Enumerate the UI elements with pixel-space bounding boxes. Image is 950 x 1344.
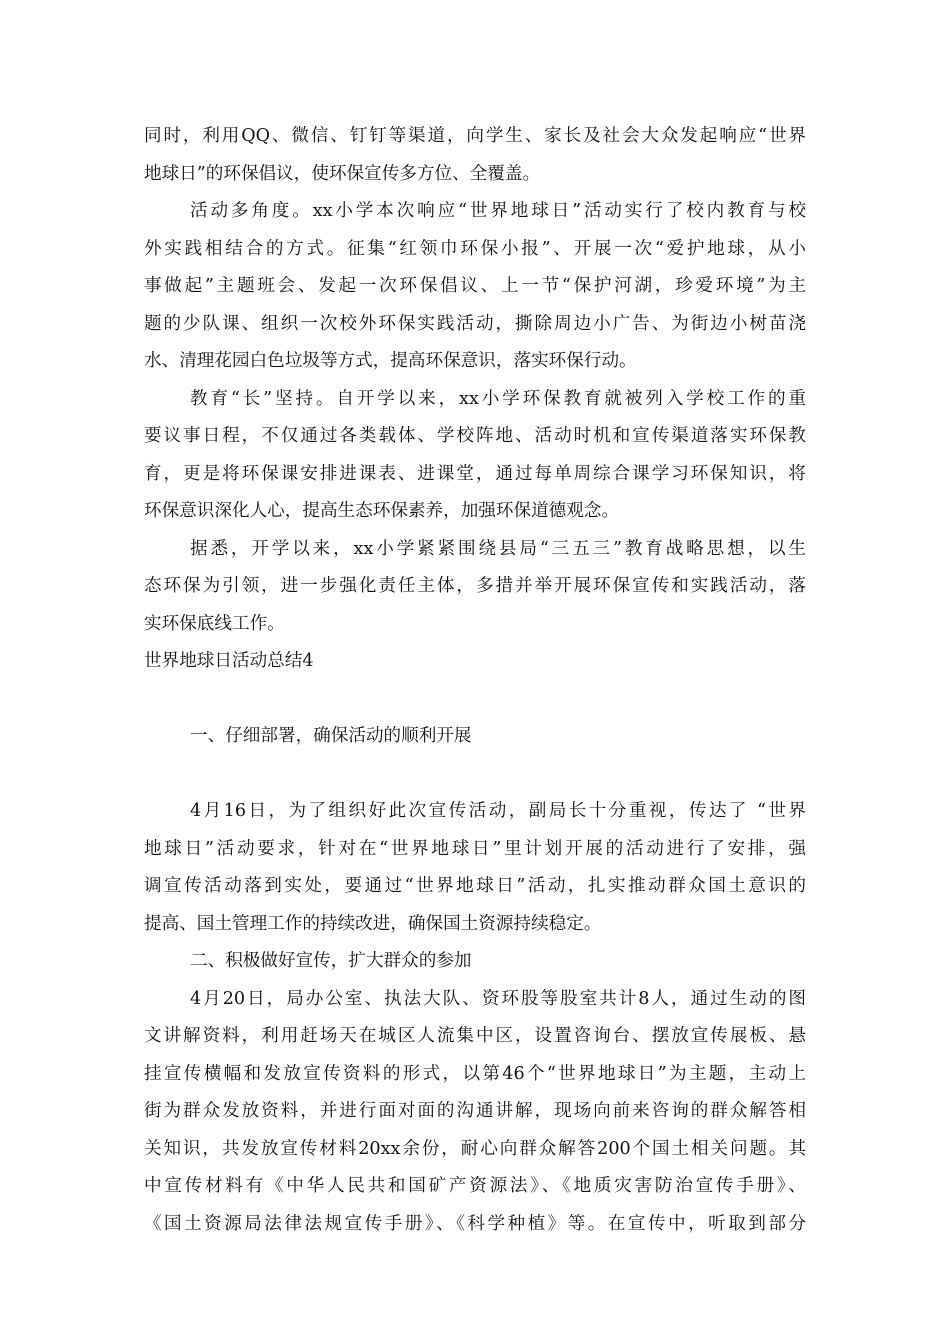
text-line: 题的少队课、组织一次校外环保实践活动，撕除周边小广告、为街边小树苗浇	[144, 313, 806, 334]
text-line: 挂宣传横幅和发放宣传资料的形式，以第46个“世界地球日”为主题，主动上	[144, 1063, 806, 1084]
paragraph-1	[144, 118, 806, 193]
text-line: 街为群众发放资料，并进行面对面的沟通讲解，现场向前来咨询的群众解答相	[144, 1101, 806, 1121]
text-line: 4月20日，局办公室、执法大队、资环股等股室共计8人，通过生动的图	[190, 988, 806, 1009]
text-line: 关知识，共发放宣传材料20xx余份，耐心向群众解答200个国土相关问题。其	[144, 1138, 806, 1159]
text-line: 水、清理花园白色垃圾等方式，提高环保意识，落实环保行动。	[144, 351, 637, 371]
heading-1: 一、仔细部署，确保活动的顺利开展	[190, 726, 472, 746]
text-line: 据悉，开学以来，xx小学紧紧围绕县局“三五三”教育战略思想，以生	[190, 538, 806, 559]
heading-2: 二、积极做好宣传，扩大群众的参加	[190, 951, 472, 971]
text-line: 外实践相结合的方式。征集“红领巾环保小报”、开展一次“爱护地球，从小	[144, 238, 806, 259]
text-line: 要议事日程，不仅通过各类载体、学校阵地、活动时机和宣传渠道落实环保教	[144, 426, 806, 446]
text-line: 调宣传活动落到实处，要通过“世界地球日”活动，扎实推动群众国土意识的	[144, 876, 806, 896]
text-line: 环保意识深化人心，提高生态环保素养，加强环保道德观念。	[144, 501, 620, 521]
blank-line	[144, 681, 806, 719]
text-line: 文讲解资料，利用赶场天在城区人流集中区，设置咨询台、摆放宣传展板、悬	[144, 1026, 806, 1046]
text-line: 态环保为引领，进一步强化责任主体，多措并举开展环保宣传和实践活动，落	[144, 576, 806, 596]
text-line: 活动多角度。xx小学本次响应“世界地球日”活动实行了校内教育与校	[190, 201, 806, 221]
text-line: 同时，利用QQ、微信、钉钉等渠道，向学生、家长及社会大众发起响应“世界	[144, 126, 806, 146]
paragraph-6	[144, 981, 806, 1244]
blank-line	[144, 756, 806, 794]
paragraph-2	[144, 193, 806, 381]
paragraph-3	[144, 381, 806, 531]
text-line: 教育“长”坚持。自开学以来，xx小学环保教育就被列入学校工作的重	[190, 388, 806, 409]
text-line: 地球日”活动要求，针对在“世界地球日”里计划开展的活动进行了安排，强	[144, 838, 806, 859]
text-line: 《国土资源局法律法规宣传手册》、《科学种植》等。在宣传中，听取到部分	[144, 1213, 806, 1234]
text-line: 事做起”主题班会、发起一次环保倡议、上一节“保护河湖，珍爱环境”为主	[144, 276, 806, 296]
section-title: 世界地球日活动总结4	[144, 651, 314, 671]
text-line: 提高、国土管理工作的持续改进，确保国土资源持续稳定。	[144, 913, 602, 934]
text-line: 育，更是将环保课安排进课表、进课堂，通过每单周综合课学习环保知识，将	[144, 463, 806, 484]
paragraph-5	[144, 793, 806, 943]
paragraph-4	[144, 531, 806, 644]
document-page	[144, 118, 806, 1243]
text-line: 地球日”的环保倡议，使环保宣传多方位、全覆盖。	[144, 163, 541, 184]
text-line: 实环保底线工作。	[144, 613, 285, 634]
text-line: 中宣传材料有《中华人民共和国矿产资源法》、《地质灾害防治宣传手册》、	[144, 1176, 806, 1196]
text-line: 4月16日，为了组织好此次宣传活动，副局长十分重视，传达了 “世界	[190, 801, 806, 821]
